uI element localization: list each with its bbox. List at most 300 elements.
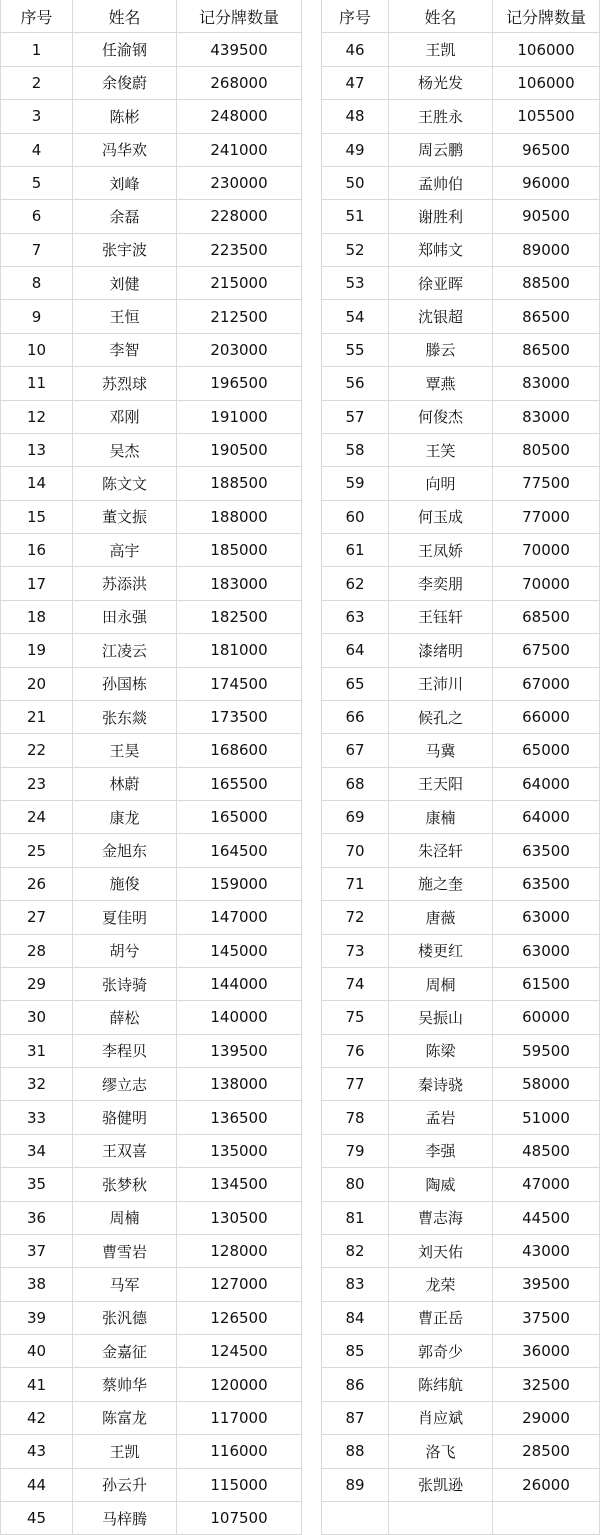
table-row [322, 300, 600, 333]
table-row [1, 1401, 302, 1434]
rank-cell: 69 [322, 801, 389, 834]
rank-cell: 49 [322, 133, 389, 166]
chips-column-header: 记分牌数量 [493, 0, 600, 33]
table-row [322, 801, 600, 834]
chips-cell: 128000 [177, 1234, 302, 1267]
table-row [322, 534, 600, 567]
chips-cell: 120000 [177, 1368, 302, 1401]
chips-cell: 63500 [493, 834, 600, 867]
chips-cell: 88500 [493, 267, 600, 300]
rank-cell: 78 [322, 1101, 389, 1134]
table-row [322, 1368, 600, 1401]
chips-cell: 90500 [493, 200, 600, 233]
table-row [322, 1268, 600, 1301]
table-row [322, 1168, 600, 1201]
table-row [322, 667, 600, 700]
rank-cell: 11 [1, 367, 73, 400]
chips-cell: 36000 [493, 1335, 600, 1368]
rank-cell: 42 [1, 1401, 73, 1434]
chips-cell: 181000 [177, 634, 302, 667]
table-row [1, 1234, 302, 1267]
name-cell: 骆健明 [73, 1101, 177, 1134]
name-cell: 余磊 [73, 200, 177, 233]
rank-cell: 33 [1, 1101, 73, 1134]
chips-cell: 248000 [177, 100, 302, 133]
table-row [322, 1034, 600, 1067]
rank-cell: 74 [322, 967, 389, 1000]
chips-cell: 68500 [493, 600, 600, 633]
chips-cell: 165000 [177, 801, 302, 834]
rank-cell: 1 [1, 33, 73, 66]
rank-cell: 59 [322, 467, 389, 500]
table-row [1, 1068, 302, 1101]
name-cell: 滕云 [389, 333, 493, 366]
rank-cell: 7 [1, 233, 73, 266]
chips-cell: 63500 [493, 867, 600, 900]
chips-cell: 59500 [493, 1034, 600, 1067]
name-cell: 唐薇 [389, 901, 493, 934]
chips-cell: 215000 [177, 267, 302, 300]
chips-cell: 183000 [177, 567, 302, 600]
chips-cell: 77500 [493, 467, 600, 500]
chips-cell: 136500 [177, 1101, 302, 1134]
chips-cell: 130500 [177, 1201, 302, 1234]
table-row [322, 934, 600, 967]
rank-cell: 75 [322, 1001, 389, 1034]
chips-cell: 144000 [177, 967, 302, 1000]
chips-cell: 80500 [493, 433, 600, 466]
rank-cell: 87 [322, 1401, 389, 1434]
rank-cell: 76 [322, 1034, 389, 1067]
table-row [1, 1268, 302, 1301]
chips-cell: 29000 [493, 1401, 600, 1434]
rank-cell: 70 [322, 834, 389, 867]
table-header-row [1, 0, 302, 33]
chips-cell: 159000 [177, 867, 302, 900]
name-cell: 孟岩 [389, 1101, 493, 1134]
name-cell: 王恒 [73, 300, 177, 333]
name-cell: 金旭东 [73, 834, 177, 867]
table-row [322, 700, 600, 733]
chips-cell: 83000 [493, 367, 600, 400]
rank-cell: 28 [1, 934, 73, 967]
chips-cell: 139500 [177, 1034, 302, 1067]
table-row [1, 133, 302, 166]
table-row [1, 467, 302, 500]
table-row [1, 233, 302, 266]
chips-cell: 117000 [177, 1401, 302, 1434]
table-row [322, 1335, 600, 1368]
chips-cell: 37500 [493, 1301, 600, 1334]
table-row [1, 333, 302, 366]
table-row [322, 901, 600, 934]
table-row [1, 667, 302, 700]
name-cell: 田永强 [73, 600, 177, 633]
table-row [322, 267, 600, 300]
name-column-header: 姓名 [389, 0, 493, 33]
name-cell: 施俊 [73, 867, 177, 900]
name-cell: 林蔚 [73, 767, 177, 800]
chips-cell: 196500 [177, 367, 302, 400]
table-row [322, 1234, 600, 1267]
table-row [322, 767, 600, 800]
table-row [322, 100, 600, 133]
name-cell: 马军 [73, 1268, 177, 1301]
table-row [322, 1101, 600, 1134]
chips-cell: 63000 [493, 934, 600, 967]
chips-cell: 223500 [177, 233, 302, 266]
name-cell: 胡兮 [73, 934, 177, 967]
name-cell: 杨光发 [389, 66, 493, 99]
chips-cell: 191000 [177, 400, 302, 433]
column-gap [302, 0, 321, 1489]
name-cell: 马冀 [389, 734, 493, 767]
table-row [322, 1201, 600, 1234]
rank-cell: 81 [322, 1201, 389, 1234]
rank-cell [322, 1501, 389, 1534]
chips-cell: 174500 [177, 667, 302, 700]
name-cell: 王天阳 [389, 767, 493, 800]
name-cell: 吴杰 [73, 433, 177, 466]
chips-cell: 26000 [493, 1468, 600, 1501]
table-row [1, 1168, 302, 1201]
name-cell: 朱泾轩 [389, 834, 493, 867]
rank-cell: 52 [322, 233, 389, 266]
name-cell: 陈纬航 [389, 1368, 493, 1401]
chips-cell: 241000 [177, 133, 302, 166]
rank-cell: 17 [1, 567, 73, 600]
name-cell: 江凌云 [73, 634, 177, 667]
chips-cell: 190500 [177, 433, 302, 466]
rank-cell: 27 [1, 901, 73, 934]
table-row [1, 634, 302, 667]
rank-cell: 12 [1, 400, 73, 433]
name-cell: 蔡帅华 [73, 1368, 177, 1401]
chips-cell: 70000 [493, 567, 600, 600]
name-cell: 沈银超 [389, 300, 493, 333]
rank-cell: 62 [322, 567, 389, 600]
name-cell: 孙云升 [73, 1468, 177, 1501]
table-row [322, 1134, 600, 1167]
name-cell: 冯华欢 [73, 133, 177, 166]
name-cell: 余俊蔚 [73, 66, 177, 99]
name-cell: 向明 [389, 467, 493, 500]
name-cell: 夏佳明 [73, 901, 177, 934]
chips-cell: 48500 [493, 1134, 600, 1167]
rank-cell: 6 [1, 200, 73, 233]
name-cell: 孙国栋 [73, 667, 177, 700]
chips-cell: 228000 [177, 200, 302, 233]
chips-cell: 126500 [177, 1301, 302, 1334]
name-cell: 王钰轩 [389, 600, 493, 633]
table-row [1, 934, 302, 967]
rank-cell: 31 [1, 1034, 73, 1067]
name-cell: 王沛川 [389, 667, 493, 700]
chips-cell: 165500 [177, 767, 302, 800]
name-cell: 周桐 [389, 967, 493, 1000]
rank-cell: 34 [1, 1134, 73, 1167]
rank-cell: 38 [1, 1268, 73, 1301]
table-row [322, 1435, 600, 1468]
table-row [322, 734, 600, 767]
chips-cell: 268000 [177, 66, 302, 99]
name-cell: 陈文文 [73, 467, 177, 500]
name-cell: 康龙 [73, 801, 177, 834]
rank-cell: 22 [1, 734, 73, 767]
table-row [1, 1501, 302, 1534]
table-row [1, 1335, 302, 1368]
rank-cell: 36 [1, 1201, 73, 1234]
table-row [322, 500, 600, 533]
chips-cell: 83000 [493, 400, 600, 433]
chips-cell: 43000 [493, 1234, 600, 1267]
name-cell: 徐亚晖 [389, 267, 493, 300]
name-cell: 张宇波 [73, 233, 177, 266]
table-row [1, 567, 302, 600]
name-cell: 施之奎 [389, 867, 493, 900]
chips-cell: 105500 [493, 100, 600, 133]
chips-cell: 107500 [177, 1501, 302, 1534]
table-row [1, 600, 302, 633]
rank-cell: 86 [322, 1368, 389, 1401]
rank-cell: 85 [322, 1335, 389, 1368]
table-body-left [1, 33, 302, 1535]
table-row [322, 133, 600, 166]
name-cell: 郭奇少 [389, 1335, 493, 1368]
rank-cell: 16 [1, 534, 73, 567]
rank-cell: 5 [1, 166, 73, 199]
name-cell: 缪立志 [73, 1068, 177, 1101]
rank-cell: 72 [322, 901, 389, 934]
rank-cell: 23 [1, 767, 73, 800]
rank-cell: 9 [1, 300, 73, 333]
chips-cell: 47000 [493, 1168, 600, 1201]
table-row [322, 634, 600, 667]
table-row [1, 33, 302, 66]
table-row [322, 400, 600, 433]
chips-cell: 67000 [493, 667, 600, 700]
rank-cell: 24 [1, 801, 73, 834]
chips-cell: 439500 [177, 33, 302, 66]
name-cell: 周云鹏 [389, 133, 493, 166]
name-cell: 郑帏文 [389, 233, 493, 266]
table-row [1, 1435, 302, 1468]
name-cell: 康楠 [389, 801, 493, 834]
rank-cell: 15 [1, 500, 73, 533]
table-row [322, 433, 600, 466]
chips-cell: 127000 [177, 1268, 302, 1301]
rank-cell: 10 [1, 333, 73, 366]
name-cell: 李奕朋 [389, 567, 493, 600]
rank-cell: 45 [1, 1501, 73, 1534]
table-row [1, 1301, 302, 1334]
table-row [1, 1101, 302, 1134]
rank-cell: 53 [322, 267, 389, 300]
name-cell: 任渝钢 [73, 33, 177, 66]
rank-cell: 63 [322, 600, 389, 633]
name-cell: 谢胜利 [389, 200, 493, 233]
table-row [322, 1001, 600, 1034]
chips-cell: 230000 [177, 166, 302, 199]
rank-cell: 19 [1, 634, 73, 667]
rank-cell: 20 [1, 667, 73, 700]
table-row [1, 767, 302, 800]
chips-cell: 138000 [177, 1068, 302, 1101]
rank-column-header: 序号 [322, 0, 389, 33]
name-cell: 曹志海 [389, 1201, 493, 1234]
table-row [1, 1034, 302, 1067]
rank-cell: 29 [1, 967, 73, 1000]
name-cell: 马梓腾 [73, 1501, 177, 1534]
chips-cell: 145000 [177, 934, 302, 967]
rank-cell: 56 [322, 367, 389, 400]
table-row [1, 433, 302, 466]
rank-column-header: 序号 [1, 0, 73, 33]
rank-cell: 37 [1, 1234, 73, 1267]
chips-cell: 106000 [493, 33, 600, 66]
rank-cell: 82 [322, 1234, 389, 1267]
rank-cell: 48 [322, 100, 389, 133]
chips-cell: 173500 [177, 700, 302, 733]
rank-cell: 3 [1, 100, 73, 133]
chips-cell: 140000 [177, 1001, 302, 1034]
rank-cell: 80 [322, 1168, 389, 1201]
rank-cell: 40 [1, 1335, 73, 1368]
chips-cell: 28500 [493, 1435, 600, 1468]
table-row [1, 100, 302, 133]
rank-cell: 61 [322, 534, 389, 567]
chips-cell: 124500 [177, 1335, 302, 1368]
table-row [322, 1301, 600, 1334]
name-cell: 陈彬 [73, 100, 177, 133]
rank-cell: 65 [322, 667, 389, 700]
chips-cell: 188000 [177, 500, 302, 533]
rank-cell: 13 [1, 433, 73, 466]
chips-cell: 96000 [493, 166, 600, 199]
name-cell: 王凤娇 [389, 534, 493, 567]
name-cell: 李智 [73, 333, 177, 366]
name-cell: 王凯 [389, 33, 493, 66]
standings-table-right [321, 0, 600, 1535]
table-row [322, 967, 600, 1000]
rank-cell: 47 [322, 66, 389, 99]
chips-cell: 89000 [493, 233, 600, 266]
table-row [1, 200, 302, 233]
name-cell: 王笑 [389, 433, 493, 466]
table-row [1, 867, 302, 900]
table-row [1, 1468, 302, 1501]
table-row [322, 367, 600, 400]
chips-cell: 203000 [177, 333, 302, 366]
rank-cell: 18 [1, 600, 73, 633]
table-row [1, 500, 302, 533]
chips-cell: 44500 [493, 1201, 600, 1234]
name-cell: 张梦秋 [73, 1168, 177, 1201]
rank-cell: 77 [322, 1068, 389, 1101]
chips-cell: 58000 [493, 1068, 600, 1101]
rank-cell: 58 [322, 433, 389, 466]
name-cell: 王昊 [73, 734, 177, 767]
table-body-right [322, 33, 600, 1535]
chips-cell: 106000 [493, 66, 600, 99]
rank-cell: 57 [322, 400, 389, 433]
name-cell: 洛飞 [389, 1435, 493, 1468]
chips-cell: 185000 [177, 534, 302, 567]
rank-cell: 88 [322, 1435, 389, 1468]
name-cell: 刘健 [73, 267, 177, 300]
rank-cell: 39 [1, 1301, 73, 1334]
name-cell: 王双喜 [73, 1134, 177, 1167]
rank-cell: 68 [322, 767, 389, 800]
chips-cell: 135000 [177, 1134, 302, 1167]
name-cell: 李程贝 [73, 1034, 177, 1067]
table-row [322, 567, 600, 600]
table-row [1, 834, 302, 867]
name-cell: 秦诗骁 [389, 1068, 493, 1101]
name-cell: 刘峰 [73, 166, 177, 199]
rank-cell: 66 [322, 700, 389, 733]
table-row [322, 834, 600, 867]
name-cell: 张汎德 [73, 1301, 177, 1334]
table-row [322, 66, 600, 99]
table-row [1, 1201, 302, 1234]
chips-cell: 212500 [177, 300, 302, 333]
name-cell: 周楠 [73, 1201, 177, 1234]
name-cell: 金嘉征 [73, 1335, 177, 1368]
table-row [322, 1501, 600, 1534]
table-row [1, 1368, 302, 1401]
rank-cell: 50 [322, 166, 389, 199]
table-row [1, 734, 302, 767]
chips-cell: 64000 [493, 767, 600, 800]
rank-cell: 79 [322, 1134, 389, 1167]
name-cell: 漆绪明 [389, 634, 493, 667]
chips-cell: 86500 [493, 300, 600, 333]
table-row [1, 300, 302, 333]
chips-cell [493, 1501, 600, 1534]
chips-cell: 188500 [177, 467, 302, 500]
name-cell: 薛松 [73, 1001, 177, 1034]
name-cell: 苏烈球 [73, 367, 177, 400]
table-row [1, 1134, 302, 1167]
table-row [1, 66, 302, 99]
rank-cell: 25 [1, 834, 73, 867]
rank-cell: 51 [322, 200, 389, 233]
table-row [322, 1068, 600, 1101]
table-row [322, 1468, 600, 1501]
rank-cell: 14 [1, 467, 73, 500]
name-cell: 张诗骑 [73, 967, 177, 1000]
chips-cell: 63000 [493, 901, 600, 934]
table-row [1, 901, 302, 934]
rank-cell: 44 [1, 1468, 73, 1501]
rank-cell: 32 [1, 1068, 73, 1101]
name-cell: 楼更红 [389, 934, 493, 967]
name-cell: 陈梁 [389, 1034, 493, 1067]
table-row [1, 1001, 302, 1034]
rank-cell: 46 [322, 33, 389, 66]
name-cell: 张凯逊 [389, 1468, 493, 1501]
table-row [1, 801, 302, 834]
chips-cell: 65000 [493, 734, 600, 767]
name-cell: 张东燚 [73, 700, 177, 733]
name-cell: 李强 [389, 1134, 493, 1167]
name-cell: 董文振 [73, 500, 177, 533]
rank-cell: 67 [322, 734, 389, 767]
name-cell: 王胜永 [389, 100, 493, 133]
table-row [1, 166, 302, 199]
chips-cell: 168600 [177, 734, 302, 767]
